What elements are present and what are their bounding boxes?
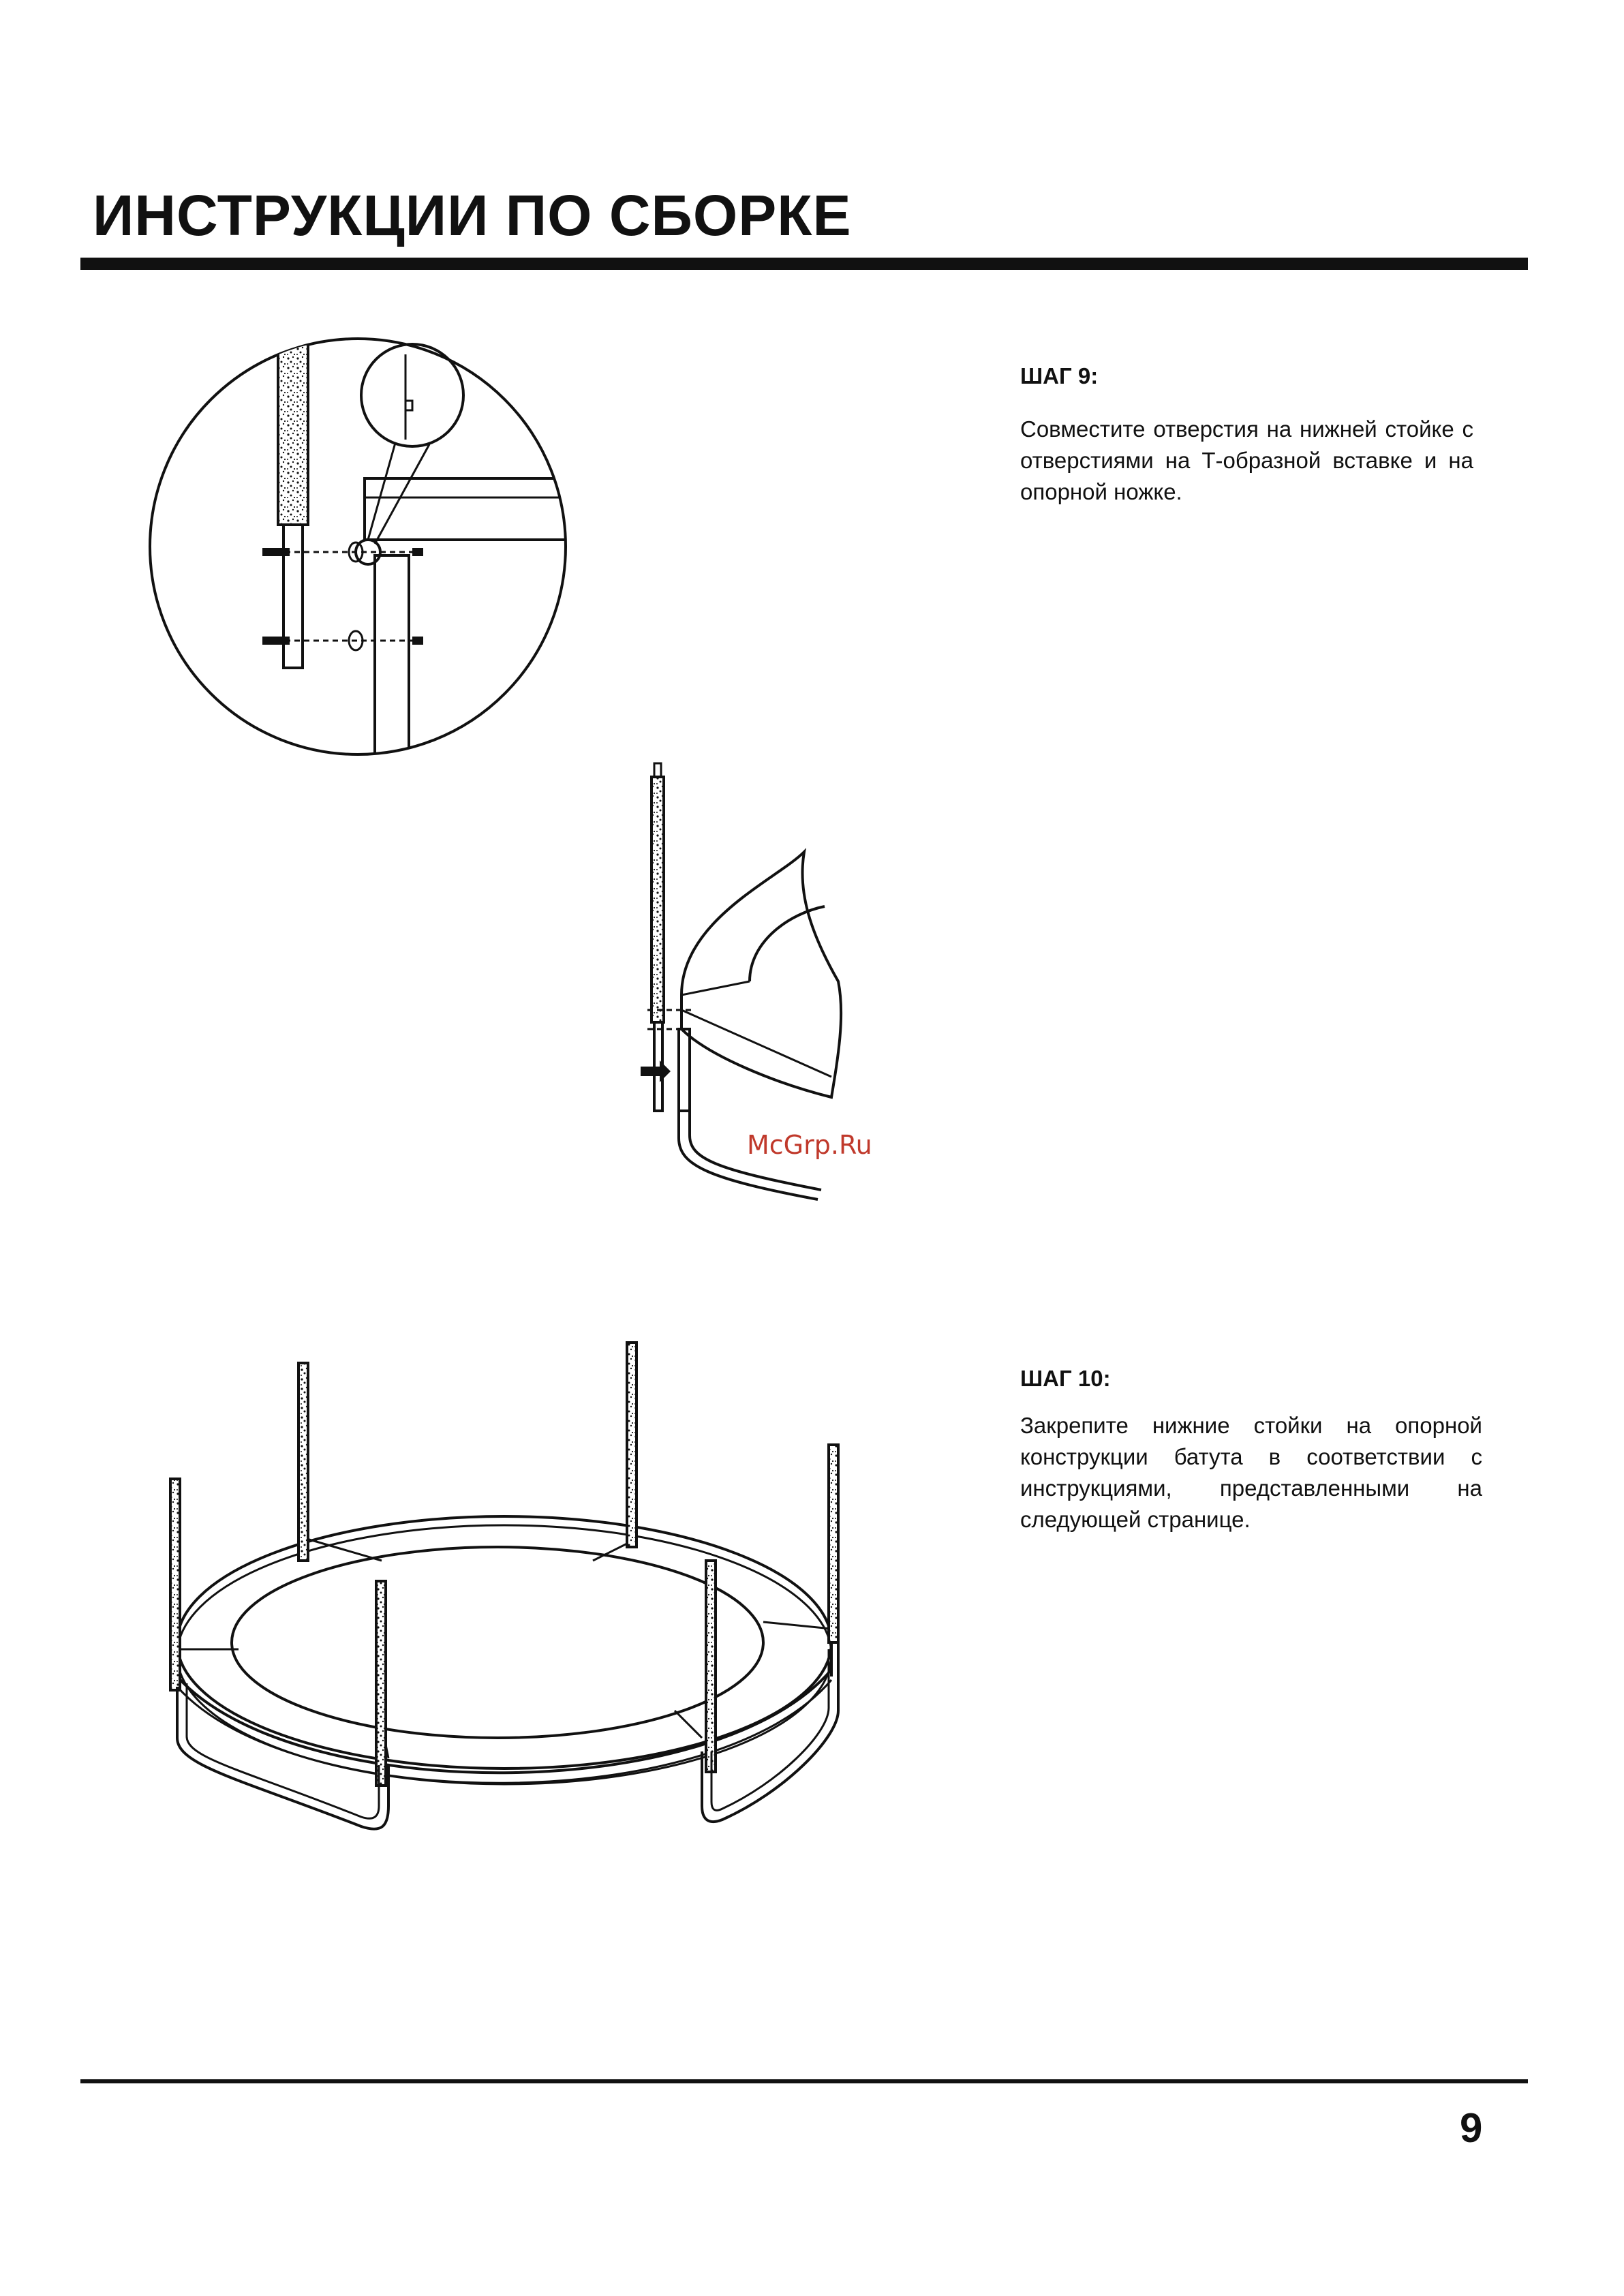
page-number: 9 xyxy=(1460,2105,1483,2151)
page-title: ИНСТРУКЦИИ ПО СБОРКЕ xyxy=(93,183,852,247)
step10-text: Закрепите нижние стойки на опорной конструкции батута в соответствии с инструкциями, представленными на следующей странице. xyxy=(1020,1413,1482,1532)
header-rule xyxy=(80,258,1528,270)
step10-heading: ШАГ 10: xyxy=(1020,1366,1111,1392)
footer-rule xyxy=(80,2079,1528,2083)
step9-text: Совместите отверстия на нижней стойке с отверстиями на Т-образной вставке и на опорной ножке. xyxy=(1020,416,1473,504)
step9-heading: ШАГ 9: xyxy=(1020,363,1099,389)
step9-detail-illustration xyxy=(143,327,572,763)
step10-trampoline-illustration xyxy=(157,1329,852,1895)
watermark: McGrp.Ru xyxy=(747,1130,872,1160)
